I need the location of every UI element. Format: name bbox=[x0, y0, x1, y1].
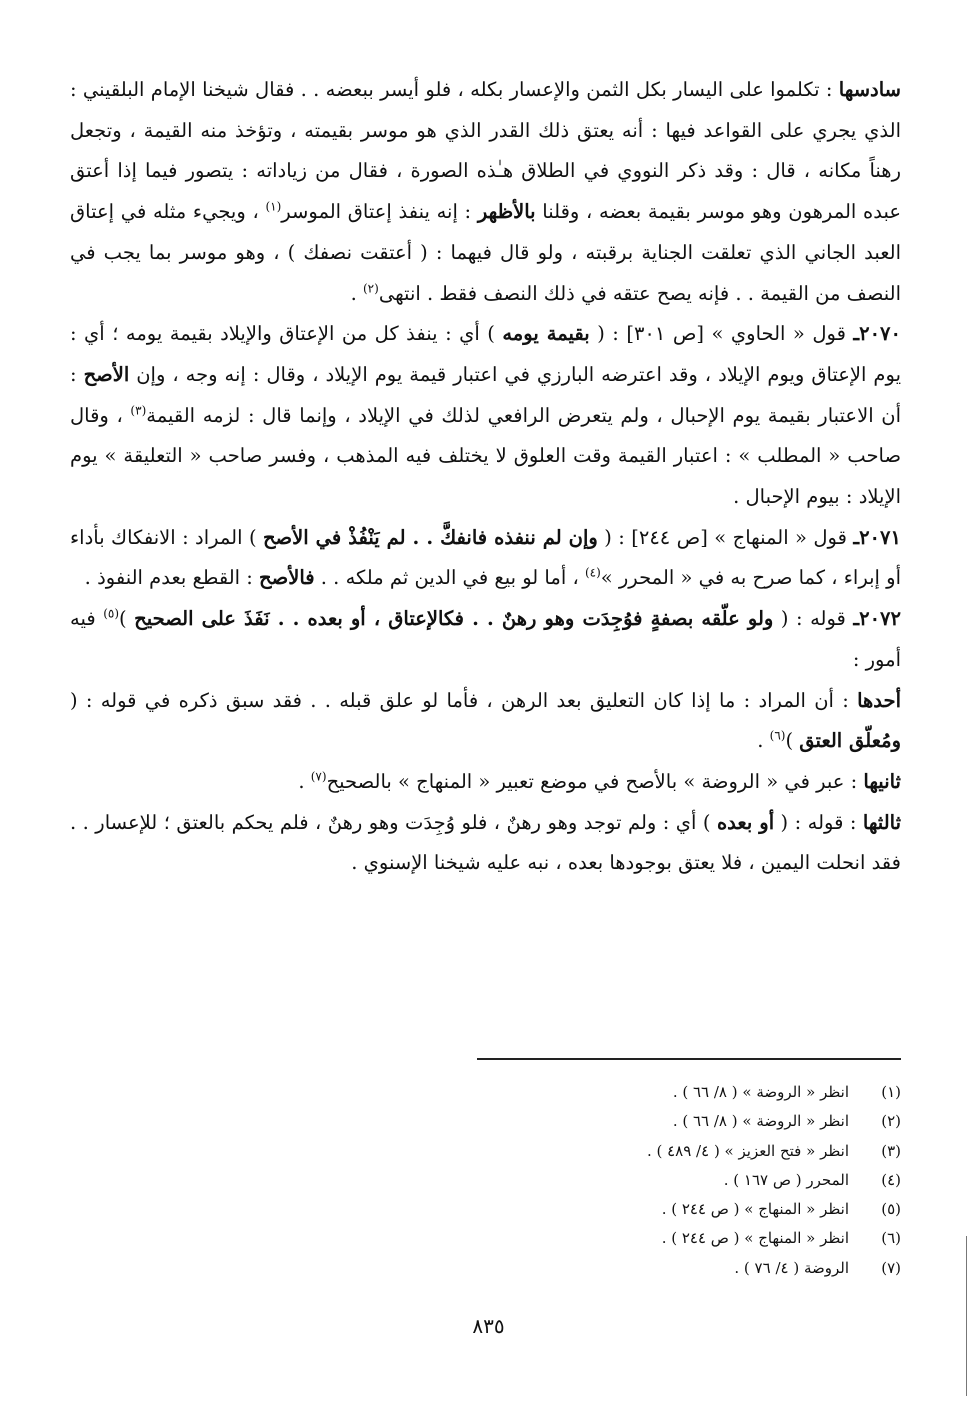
footnote-text: الروضة ( ٤/ ٧٦ ) . bbox=[734, 1258, 849, 1277]
para-text: ) أي : ولم توجد وهو رهنٌ ، فلو وُجِدَت وهو رهنٌ ، فلم يحكم بالعتق ؛ للإعسار . . فقد انحلت اليمين ، فلا يعتق بوجودها بعده ، نبه عليه شيخنا الإسنوي . bbox=[70, 810, 901, 875]
footnotes bbox=[401, 1078, 901, 1283]
para-label: سادسها bbox=[838, 78, 901, 101]
para-text: ) bbox=[785, 729, 800, 753]
footnote-ref[interactable]: (٤) bbox=[584, 565, 601, 580]
footnote-text: انظر « المنهاج » ( ص ٢٤٤ ) . bbox=[661, 1229, 849, 1248]
page-number: ٨٣٥ bbox=[472, 1314, 505, 1338]
footnote-number: (١) bbox=[881, 1083, 901, 1101]
main-text bbox=[70, 70, 901, 884]
para-text: ) أي : ينفذ كل من الإعتاق والإيلاد بقيمة يومه ؛ أي : يوم الإعتاق ويوم الإيلاد ، وقد اعترضه البارزي في اعتبار قيمة يوم الإيلاد ، وقال : إنه وجه ، وإن bbox=[70, 322, 901, 386]
footnote-ref[interactable]: (٦) bbox=[769, 728, 786, 743]
footnote-text: انظر « فتح العزيز » ( ٤/ ٤٨٩ ) . bbox=[646, 1141, 849, 1160]
para-text: : القطع بعدم النفوذ . bbox=[84, 566, 260, 590]
para-text: : قوله : ( bbox=[774, 810, 863, 834]
footnote-ref[interactable]: (١) bbox=[265, 199, 282, 214]
footnote-ref[interactable]: (٥) bbox=[103, 606, 120, 621]
footnote-item bbox=[401, 1166, 901, 1195]
bold-term: بالأظهر bbox=[477, 200, 536, 224]
footnote-item bbox=[401, 1107, 901, 1136]
quoted-text: ولو علّقه بصفةٍ فوُجِدَت وهو رهنٌ . . فكالإعتاق ، أو بعده . . نَفَذَ على الصحيح bbox=[134, 607, 774, 631]
paragraph-2072 bbox=[70, 599, 901, 680]
para-number: ٢٠٧٢ـ bbox=[853, 607, 902, 631]
para-text: قوله : ( bbox=[773, 607, 854, 631]
footnote-number: (٦) bbox=[881, 1229, 901, 1248]
para-text: فيه أمور : bbox=[70, 607, 901, 671]
footnote-number: (٥) bbox=[881, 1200, 901, 1219]
footnote-ref[interactable]: (٢) bbox=[362, 281, 379, 296]
bold-term: الأصح bbox=[83, 362, 130, 386]
footnote-number: (٣) bbox=[881, 1141, 901, 1160]
para-label: ثالثها bbox=[862, 810, 901, 834]
para-text: قول « المنهاج » [ص ٢٤٤] : ( bbox=[597, 525, 854, 549]
para-text: : أن المراد : ما إذا كان التعليق بعد الرهن ، فأما لو علق قبله . . فقد سبق ذكره في قوله : ( bbox=[70, 688, 858, 712]
footnote-text: انظر « الروضة » ( ٨/ ٦٦ ) . bbox=[672, 1083, 849, 1101]
page-body bbox=[70, 70, 901, 884]
para-number: ٢٠٧٠ـ bbox=[853, 322, 901, 346]
footnote-divider bbox=[477, 1058, 901, 1060]
para-text: ) المراد : الانفكاك بأداء أو إبراء ، كما صرح به في « المحرر » bbox=[70, 525, 901, 590]
para-text: . bbox=[757, 729, 770, 753]
paragraph-2070 bbox=[70, 314, 901, 518]
footnote-ref[interactable]: (٧) bbox=[310, 769, 327, 784]
footnote-item bbox=[401, 1137, 901, 1166]
para-text: : أن الاعتبار بقيمة يوم الإحبال ، ولم يتعرض الرافعي لذلك في الإيلاد ، وإنما قال : لزمه القيمة bbox=[70, 362, 901, 427]
scan-edge-line bbox=[966, 1236, 967, 1396]
footnote-text: المحرر ( ص ١٦٧ ) . bbox=[723, 1170, 849, 1189]
footnote-item bbox=[401, 1195, 901, 1224]
para-text: : عبر في « الروضة » بالأصح في موضع تعبير « المنهاج » بالصحيح bbox=[326, 769, 864, 793]
para-text: : تكلموا على اليسار بكل الثمن والإعسار بكله ، فلو أيسر ببعضه . . فقال شيخنا الإمام البلقيني : الذي يجري على القواعد فيها : أنه يعتق ذلك القدر الذي هو موسر بقيمته ، وتؤخذ منه القيمة ، وتجعل رهناً مكانه ، قال : وقد ذكر النووي في الطلاق هـٰذه الصورة ، فقال من زياداته : يتصور فيما إذا أعتق عبده المرهون وهو موسر بقيمة بعضه ، وقلنا bbox=[70, 78, 901, 224]
bold-term: فالأصح bbox=[259, 566, 315, 590]
paragraph-sixth bbox=[70, 70, 901, 314]
quoted-text: وإن لم ننفذه فانفكَّ . . لم يَنْفُذْ في الأصح bbox=[262, 525, 598, 549]
paragraph-2071 bbox=[70, 518, 901, 599]
para-text: ، وقال صاحب « المطلب » : اعتبار القيمة وقت العلوق لا يختلف فيه المذهب ، وفسر صاحب « التعليقة » يوم الإيلاد : بيوم الإحبال . bbox=[70, 403, 901, 509]
para-text: ، أما لو بيع في الدين ثم ملكه . . bbox=[314, 566, 585, 590]
para-label: أحدها bbox=[857, 688, 901, 712]
para-text: . bbox=[350, 281, 363, 305]
paragraph-third-point bbox=[70, 803, 901, 884]
footnote-item bbox=[401, 1078, 901, 1107]
footnote-item bbox=[401, 1254, 901, 1283]
quoted-text: ومُعلّق العتق bbox=[799, 729, 901, 753]
paragraph-first-point bbox=[70, 681, 901, 762]
footnote-item bbox=[401, 1224, 901, 1253]
para-text: ، ويجيء مثله في إعتاق العبد الجاني الذي تعلقت الجناية برقبته ، ولو قال فيهما : ( أعتقت نصفك ) ، وهو موسر بما يجب في النصف من القيمة . . فإنه يصح عتقه في ذلك النصف فقط . انتهى bbox=[70, 200, 901, 305]
para-text: : إنه ينفذ إعتاق الموسر bbox=[281, 200, 478, 224]
para-number: ٢٠٧١ـ bbox=[853, 525, 901, 549]
quoted-text: بقيمة يومه bbox=[502, 322, 590, 346]
footnote-number: (٧) bbox=[881, 1258, 901, 1277]
footnote-text: انظر « الروضة » ( ٨/ ٦٦ ) . bbox=[672, 1112, 849, 1131]
para-label: ثانيها bbox=[863, 769, 901, 793]
footnote-number: (٢) bbox=[881, 1112, 901, 1131]
footnote-number: (٤) bbox=[881, 1170, 901, 1189]
para-text: ) bbox=[119, 607, 135, 631]
footnote-ref[interactable]: (٣) bbox=[130, 403, 147, 418]
footnote-text: انظر « المنهاج » ( ص ٢٤٤ ) . bbox=[661, 1200, 849, 1219]
para-text: قول « الحاوي » [ص ٣٠١] : ( bbox=[589, 322, 854, 346]
para-text: . bbox=[298, 769, 311, 793]
paragraph-second-point bbox=[70, 762, 901, 803]
quoted-text: أو بعده bbox=[716, 810, 775, 834]
